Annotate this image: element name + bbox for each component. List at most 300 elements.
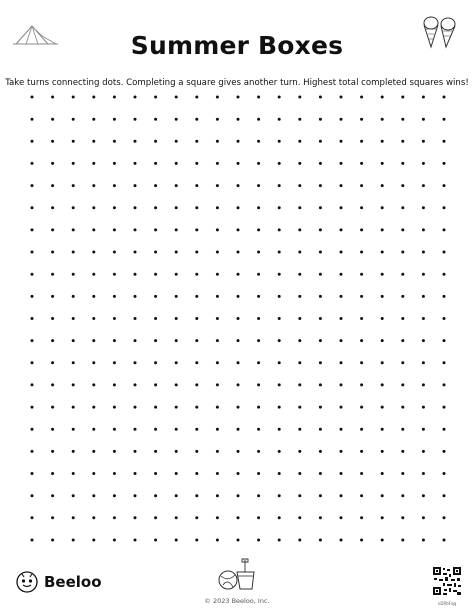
- grid-dot[interactable]: [92, 228, 95, 231]
- grid-dot[interactable]: [175, 140, 178, 143]
- grid-dot[interactable]: [257, 472, 260, 475]
- grid-dot[interactable]: [381, 206, 384, 209]
- grid-dot[interactable]: [443, 428, 446, 431]
- grid-dot[interactable]: [257, 228, 260, 231]
- grid-dot[interactable]: [422, 184, 425, 187]
- grid-dot[interactable]: [319, 450, 322, 453]
- grid-dot[interactable]: [319, 428, 322, 431]
- grid-dot[interactable]: [381, 428, 384, 431]
- grid-dot[interactable]: [340, 383, 343, 386]
- grid-dot[interactable]: [154, 361, 157, 364]
- grid-dot[interactable]: [216, 516, 219, 519]
- grid-dot[interactable]: [443, 383, 446, 386]
- grid-dot[interactable]: [237, 383, 240, 386]
- grid-dot[interactable]: [175, 184, 178, 187]
- grid-dot[interactable]: [237, 206, 240, 209]
- grid-dot[interactable]: [113, 428, 116, 431]
- grid-dot[interactable]: [195, 383, 198, 386]
- grid-dot[interactable]: [360, 295, 363, 298]
- grid-dot[interactable]: [401, 472, 404, 475]
- grid-dot[interactable]: [340, 295, 343, 298]
- grid-dot[interactable]: [92, 162, 95, 165]
- grid-dot[interactable]: [360, 273, 363, 276]
- grid-dot[interactable]: [422, 140, 425, 143]
- grid-dot[interactable]: [154, 383, 157, 386]
- grid-dot[interactable]: [298, 96, 301, 99]
- grid-dot[interactable]: [113, 450, 116, 453]
- grid-dot[interactable]: [278, 406, 281, 409]
- grid-dot[interactable]: [257, 162, 260, 165]
- grid-dot[interactable]: [175, 273, 178, 276]
- grid-dot[interactable]: [237, 516, 240, 519]
- grid-dot[interactable]: [134, 206, 137, 209]
- grid-dot[interactable]: [443, 140, 446, 143]
- grid-dot[interactable]: [278, 450, 281, 453]
- grid-dot[interactable]: [154, 295, 157, 298]
- grid-dot[interactable]: [154, 162, 157, 165]
- grid-dot[interactable]: [51, 251, 54, 254]
- grid-dot[interactable]: [257, 295, 260, 298]
- grid-dot[interactable]: [51, 96, 54, 99]
- grid-dot[interactable]: [134, 228, 137, 231]
- grid-dot[interactable]: [216, 361, 219, 364]
- grid-dot[interactable]: [401, 450, 404, 453]
- grid-dot[interactable]: [443, 494, 446, 497]
- grid-dot[interactable]: [381, 118, 384, 121]
- grid-dot[interactable]: [31, 295, 34, 298]
- grid-dot[interactable]: [257, 251, 260, 254]
- grid-dot[interactable]: [401, 162, 404, 165]
- grid-dot[interactable]: [257, 539, 260, 542]
- grid-dot[interactable]: [422, 516, 425, 519]
- grid-dot[interactable]: [113, 317, 116, 320]
- grid-dot[interactable]: [237, 361, 240, 364]
- grid-dot[interactable]: [401, 118, 404, 121]
- grid-dot[interactable]: [381, 472, 384, 475]
- grid-dot[interactable]: [134, 339, 137, 342]
- grid-dot[interactable]: [443, 539, 446, 542]
- grid-dot[interactable]: [154, 494, 157, 497]
- grid-dot[interactable]: [257, 361, 260, 364]
- grid-dot[interactable]: [298, 228, 301, 231]
- grid-dot[interactable]: [92, 295, 95, 298]
- grid-dot[interactable]: [257, 428, 260, 431]
- grid-dot[interactable]: [72, 472, 75, 475]
- grid-dot[interactable]: [422, 450, 425, 453]
- grid-dot[interactable]: [195, 472, 198, 475]
- grid-dot[interactable]: [422, 494, 425, 497]
- grid-dot[interactable]: [257, 184, 260, 187]
- grid-dot[interactable]: [360, 184, 363, 187]
- grid-dot[interactable]: [175, 295, 178, 298]
- grid-dot[interactable]: [257, 516, 260, 519]
- grid-dot[interactable]: [237, 118, 240, 121]
- grid-dot[interactable]: [443, 206, 446, 209]
- grid-dot[interactable]: [278, 494, 281, 497]
- grid-dot[interactable]: [443, 251, 446, 254]
- grid-dot[interactable]: [175, 472, 178, 475]
- grid-dot[interactable]: [237, 406, 240, 409]
- grid-dot[interactable]: [319, 406, 322, 409]
- grid-dot[interactable]: [278, 472, 281, 475]
- grid-dot[interactable]: [340, 118, 343, 121]
- grid-dot[interactable]: [298, 251, 301, 254]
- grid-dot[interactable]: [195, 406, 198, 409]
- grid-dot[interactable]: [31, 317, 34, 320]
- grid-dot[interactable]: [51, 339, 54, 342]
- grid-dot[interactable]: [72, 516, 75, 519]
- grid-dot[interactable]: [31, 450, 34, 453]
- grid-dot[interactable]: [134, 118, 137, 121]
- grid-dot[interactable]: [216, 96, 219, 99]
- grid-dot[interactable]: [340, 206, 343, 209]
- grid-dot[interactable]: [31, 383, 34, 386]
- grid-dot[interactable]: [340, 516, 343, 519]
- grid-dot[interactable]: [175, 361, 178, 364]
- grid-dot[interactable]: [360, 228, 363, 231]
- grid-dot[interactable]: [298, 494, 301, 497]
- grid-dot[interactable]: [134, 472, 137, 475]
- grid-dot[interactable]: [237, 228, 240, 231]
- grid-dot[interactable]: [216, 339, 219, 342]
- grid-dot[interactable]: [175, 206, 178, 209]
- grid-dot[interactable]: [278, 317, 281, 320]
- grid-dot[interactable]: [51, 428, 54, 431]
- grid-dot[interactable]: [298, 162, 301, 165]
- grid-dot[interactable]: [278, 295, 281, 298]
- grid-dot[interactable]: [360, 317, 363, 320]
- grid-dot[interactable]: [422, 295, 425, 298]
- grid-dot[interactable]: [360, 428, 363, 431]
- grid-dot[interactable]: [257, 118, 260, 121]
- grid-dot[interactable]: [92, 339, 95, 342]
- grid-dot[interactable]: [113, 406, 116, 409]
- grid-dot[interactable]: [72, 450, 75, 453]
- grid-dot[interactable]: [154, 317, 157, 320]
- grid-dot[interactable]: [381, 162, 384, 165]
- grid-dot[interactable]: [195, 96, 198, 99]
- grid-dot[interactable]: [31, 494, 34, 497]
- grid-dot[interactable]: [92, 251, 95, 254]
- grid-dot[interactable]: [31, 516, 34, 519]
- grid-dot[interactable]: [381, 140, 384, 143]
- grid-dot[interactable]: [298, 361, 301, 364]
- grid-dot[interactable]: [257, 406, 260, 409]
- grid-dot[interactable]: [401, 383, 404, 386]
- grid-dot[interactable]: [92, 273, 95, 276]
- grid-dot[interactable]: [134, 273, 137, 276]
- grid-dot[interactable]: [154, 118, 157, 121]
- grid-dot[interactable]: [298, 383, 301, 386]
- grid-dot[interactable]: [175, 317, 178, 320]
- qr-code-icon[interactable]: [433, 567, 461, 595]
- grid-dot[interactable]: [298, 118, 301, 121]
- grid-dot[interactable]: [319, 539, 322, 542]
- grid-dot[interactable]: [443, 273, 446, 276]
- grid-dot[interactable]: [31, 539, 34, 542]
- grid-dot[interactable]: [72, 206, 75, 209]
- grid-dot[interactable]: [113, 251, 116, 254]
- grid-dot[interactable]: [31, 184, 34, 187]
- grid-dot[interactable]: [113, 383, 116, 386]
- grid-dot[interactable]: [319, 118, 322, 121]
- grid-dot[interactable]: [175, 251, 178, 254]
- grid-dot[interactable]: [195, 339, 198, 342]
- grid-dot[interactable]: [195, 428, 198, 431]
- grid-dot[interactable]: [113, 228, 116, 231]
- grid-dot[interactable]: [401, 184, 404, 187]
- grid-dot[interactable]: [319, 228, 322, 231]
- grid-dot[interactable]: [113, 96, 116, 99]
- grid-dot[interactable]: [360, 539, 363, 542]
- grid-dot[interactable]: [134, 96, 137, 99]
- grid-dot[interactable]: [216, 494, 219, 497]
- grid-dot[interactable]: [340, 406, 343, 409]
- grid-dot[interactable]: [92, 96, 95, 99]
- grid-dot[interactable]: [319, 162, 322, 165]
- grid-dot[interactable]: [72, 228, 75, 231]
- grid-dot[interactable]: [298, 273, 301, 276]
- grid-dot[interactable]: [319, 96, 322, 99]
- grid-dot[interactable]: [278, 361, 281, 364]
- grid-dot[interactable]: [72, 539, 75, 542]
- grid-dot[interactable]: [113, 184, 116, 187]
- grid-dot[interactable]: [237, 317, 240, 320]
- grid-dot[interactable]: [443, 184, 446, 187]
- grid-dot[interactable]: [278, 96, 281, 99]
- grid-dot[interactable]: [360, 516, 363, 519]
- grid-dot[interactable]: [257, 273, 260, 276]
- grid-dot[interactable]: [72, 118, 75, 121]
- grid-dot[interactable]: [72, 251, 75, 254]
- grid-dot[interactable]: [154, 516, 157, 519]
- grid-dot[interactable]: [340, 96, 343, 99]
- grid-dot[interactable]: [216, 118, 219, 121]
- grid-dot[interactable]: [237, 140, 240, 143]
- grid-dot[interactable]: [278, 206, 281, 209]
- grid-dot[interactable]: [113, 273, 116, 276]
- grid-dot[interactable]: [319, 516, 322, 519]
- grid-dot[interactable]: [113, 339, 116, 342]
- grid-dot[interactable]: [381, 273, 384, 276]
- grid-dot[interactable]: [72, 406, 75, 409]
- grid-dot[interactable]: [31, 361, 34, 364]
- grid-dot[interactable]: [154, 96, 157, 99]
- grid-dot[interactable]: [195, 184, 198, 187]
- grid-dot[interactable]: [195, 295, 198, 298]
- grid-dot[interactable]: [134, 428, 137, 431]
- grid-dot[interactable]: [278, 428, 281, 431]
- grid-dot[interactable]: [237, 450, 240, 453]
- grid-dot[interactable]: [360, 494, 363, 497]
- grid-dot[interactable]: [134, 383, 137, 386]
- grid-dot[interactable]: [175, 228, 178, 231]
- grid-dot[interactable]: [72, 295, 75, 298]
- grid-dot[interactable]: [443, 317, 446, 320]
- grid-dot[interactable]: [154, 206, 157, 209]
- grid-dot[interactable]: [319, 361, 322, 364]
- grid-dot[interactable]: [154, 539, 157, 542]
- grid-dot[interactable]: [237, 339, 240, 342]
- grid-dot[interactable]: [134, 406, 137, 409]
- grid-dot[interactable]: [51, 206, 54, 209]
- grid-dot[interactable]: [195, 273, 198, 276]
- grid-dot[interactable]: [381, 361, 384, 364]
- grid-dot[interactable]: [298, 140, 301, 143]
- grid-dot[interactable]: [92, 406, 95, 409]
- grid-dot[interactable]: [216, 428, 219, 431]
- grid-dot[interactable]: [340, 184, 343, 187]
- grid-dot[interactable]: [92, 383, 95, 386]
- grid-dot[interactable]: [175, 428, 178, 431]
- grid-dot[interactable]: [51, 184, 54, 187]
- grid-dot[interactable]: [72, 96, 75, 99]
- grid-dot[interactable]: [422, 273, 425, 276]
- grid-dot[interactable]: [31, 162, 34, 165]
- grid-dot[interactable]: [216, 251, 219, 254]
- grid-dot[interactable]: [175, 118, 178, 121]
- grid-dot[interactable]: [92, 206, 95, 209]
- grid-dot[interactable]: [340, 428, 343, 431]
- grid-dot[interactable]: [340, 539, 343, 542]
- grid-dot[interactable]: [401, 494, 404, 497]
- grid-dot[interactable]: [360, 406, 363, 409]
- grid-dot[interactable]: [257, 494, 260, 497]
- grid-dot[interactable]: [443, 162, 446, 165]
- grid-dot[interactable]: [51, 361, 54, 364]
- grid-dot[interactable]: [195, 317, 198, 320]
- grid-dot[interactable]: [278, 140, 281, 143]
- grid-dot[interactable]: [319, 383, 322, 386]
- grid-dot[interactable]: [92, 317, 95, 320]
- grid-dot[interactable]: [443, 339, 446, 342]
- grid-dot[interactable]: [113, 118, 116, 121]
- grid-dot[interactable]: [278, 162, 281, 165]
- grid-dot[interactable]: [381, 406, 384, 409]
- grid-dot[interactable]: [257, 140, 260, 143]
- grid-dot[interactable]: [401, 539, 404, 542]
- grid-dot[interactable]: [51, 472, 54, 475]
- grid-dot[interactable]: [381, 96, 384, 99]
- grid-dot[interactable]: [195, 206, 198, 209]
- grid-dot[interactable]: [72, 494, 75, 497]
- grid-dot[interactable]: [195, 361, 198, 364]
- grid-dot[interactable]: [92, 184, 95, 187]
- grid-dot[interactable]: [340, 162, 343, 165]
- grid-dot[interactable]: [278, 251, 281, 254]
- grid-dot[interactable]: [175, 162, 178, 165]
- grid-dot[interactable]: [278, 228, 281, 231]
- grid-dot[interactable]: [72, 140, 75, 143]
- grid-dot[interactable]: [237, 494, 240, 497]
- grid-dot[interactable]: [195, 228, 198, 231]
- grid-dot[interactable]: [31, 273, 34, 276]
- grid-dot[interactable]: [92, 450, 95, 453]
- grid-dot[interactable]: [51, 516, 54, 519]
- grid-dot[interactable]: [298, 516, 301, 519]
- grid-dot[interactable]: [237, 295, 240, 298]
- grid-dot[interactable]: [31, 206, 34, 209]
- grid-dot[interactable]: [154, 406, 157, 409]
- grid-dot[interactable]: [51, 406, 54, 409]
- grid-dot[interactable]: [31, 406, 34, 409]
- grid-dot[interactable]: [298, 206, 301, 209]
- grid-dot[interactable]: [278, 118, 281, 121]
- grid-dot[interactable]: [422, 339, 425, 342]
- grid-dot[interactable]: [319, 339, 322, 342]
- grid-dot[interactable]: [134, 140, 137, 143]
- grid-dot[interactable]: [175, 383, 178, 386]
- grid-dot[interactable]: [278, 516, 281, 519]
- grid-dot[interactable]: [237, 428, 240, 431]
- grid-dot[interactable]: [72, 428, 75, 431]
- grid-dot[interactable]: [154, 339, 157, 342]
- grid-dot[interactable]: [175, 450, 178, 453]
- grid-dot[interactable]: [319, 295, 322, 298]
- grid-dot[interactable]: [298, 406, 301, 409]
- grid-dot[interactable]: [443, 228, 446, 231]
- grid-dot[interactable]: [381, 228, 384, 231]
- grid-dot[interactable]: [401, 140, 404, 143]
- grid-dot[interactable]: [422, 428, 425, 431]
- grid-dot[interactable]: [443, 96, 446, 99]
- grid-dot[interactable]: [360, 361, 363, 364]
- grid-dot[interactable]: [443, 361, 446, 364]
- grid-dot[interactable]: [360, 96, 363, 99]
- grid-dot[interactable]: [257, 96, 260, 99]
- grid-dot[interactable]: [422, 96, 425, 99]
- grid-dot[interactable]: [154, 428, 157, 431]
- grid-dot[interactable]: [298, 539, 301, 542]
- grid-dot[interactable]: [31, 339, 34, 342]
- grid-dot[interactable]: [72, 184, 75, 187]
- grid-dot[interactable]: [134, 295, 137, 298]
- grid-dot[interactable]: [381, 383, 384, 386]
- grid-dot[interactable]: [360, 251, 363, 254]
- grid-dot[interactable]: [51, 273, 54, 276]
- grid-dot[interactable]: [175, 406, 178, 409]
- grid-dot[interactable]: [51, 450, 54, 453]
- grid-dot[interactable]: [340, 472, 343, 475]
- grid-dot[interactable]: [92, 361, 95, 364]
- grid-dot[interactable]: [72, 162, 75, 165]
- grid-dot[interactable]: [195, 450, 198, 453]
- grid-dot[interactable]: [51, 317, 54, 320]
- grid-dot[interactable]: [92, 539, 95, 542]
- grid-dot[interactable]: [92, 118, 95, 121]
- grid-dot[interactable]: [360, 339, 363, 342]
- grid-dot[interactable]: [360, 140, 363, 143]
- grid-dot[interactable]: [381, 516, 384, 519]
- grid-dot[interactable]: [443, 118, 446, 121]
- grid-dot[interactable]: [401, 228, 404, 231]
- grid-dot[interactable]: [257, 206, 260, 209]
- grid-dot[interactable]: [216, 184, 219, 187]
- grid-dot[interactable]: [216, 383, 219, 386]
- grid-dot[interactable]: [216, 472, 219, 475]
- grid-dot[interactable]: [401, 428, 404, 431]
- grid-dot[interactable]: [31, 428, 34, 431]
- grid-dot[interactable]: [443, 472, 446, 475]
- grid-dot[interactable]: [216, 295, 219, 298]
- grid-dot[interactable]: [113, 361, 116, 364]
- grid-dot[interactable]: [134, 317, 137, 320]
- grid-dot[interactable]: [51, 162, 54, 165]
- grid-dot[interactable]: [92, 428, 95, 431]
- grid-dot[interactable]: [319, 317, 322, 320]
- grid-dot[interactable]: [134, 539, 137, 542]
- grid-dot[interactable]: [401, 361, 404, 364]
